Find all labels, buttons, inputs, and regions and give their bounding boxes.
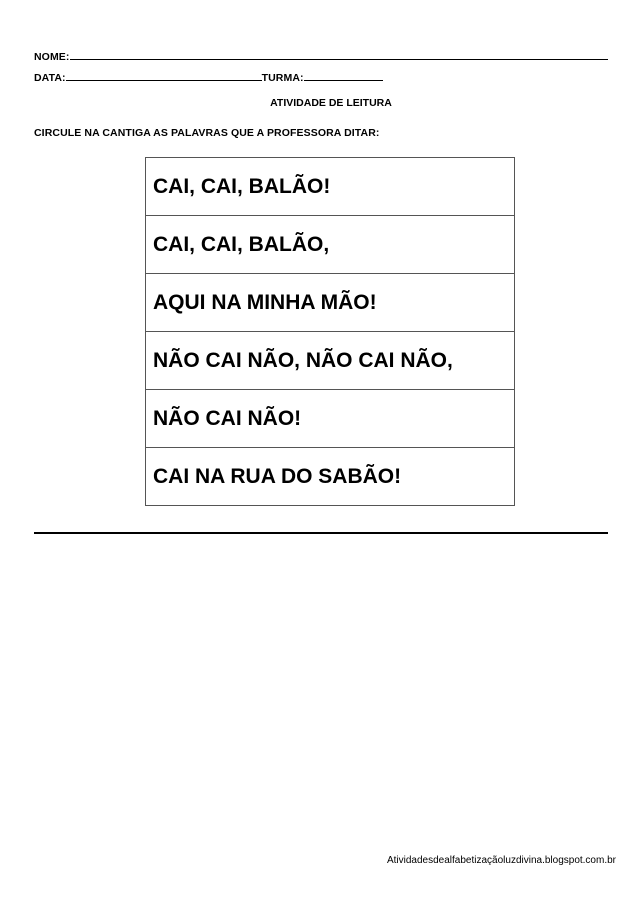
data-blank[interactable] — [66, 71, 262, 81]
song-row — [146, 158, 515, 216]
data-label: DATA: — [34, 72, 66, 84]
song-line[interactable]: CAI, CAI, BALÃO! — [146, 158, 515, 216]
nome-blank[interactable] — [70, 50, 608, 60]
instruction-text: CIRCULE NA CANTIGA AS PALAVRAS QUE A PROFESSORA DITAR: — [34, 127, 380, 139]
nome-label: NOME: — [34, 51, 70, 63]
song-line[interactable]: CAI, CAI, BALÃO, — [146, 216, 515, 274]
data-turma-row — [34, 71, 383, 84]
answer-line[interactable] — [34, 532, 608, 534]
song-line[interactable]: NÃO CAI NÃO, NÃO CAI NÃO, — [146, 332, 515, 390]
song-line[interactable]: NÃO CAI NÃO! — [146, 390, 515, 448]
song-row — [146, 216, 515, 274]
song-row — [146, 274, 515, 332]
turma-blank[interactable] — [304, 71, 383, 81]
song-row — [146, 332, 515, 390]
song-line[interactable]: AQUI NA MINHA MÃO! — [146, 274, 515, 332]
nome-field[interactable] — [34, 50, 608, 63]
song-row — [146, 448, 515, 506]
song-table — [145, 157, 515, 506]
song-row — [146, 390, 515, 448]
turma-label: TURMA: — [261, 72, 304, 84]
page-title: ATIVIDADE DE LEITURA — [270, 97, 392, 109]
footer-source: Atividadesdealfabetizaçãoluzdivina.blogspot.com.br — [386, 855, 616, 866]
song-line[interactable]: CAI NA RUA DO SABÃO! — [146, 448, 515, 506]
